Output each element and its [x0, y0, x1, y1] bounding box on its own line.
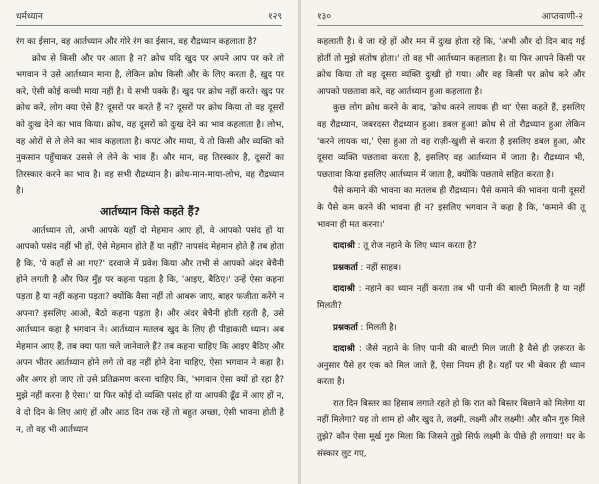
dialogue-line: दादाश्री : तू रोज नहाने के लिए ध्यान करता है? — [333, 241, 477, 252]
page-number: १३० — [317, 12, 332, 22]
speaker-label: दादाश्री — [333, 284, 355, 295]
dialogue-text: मिलती है। — [366, 322, 397, 333]
section-title: आर्तध्यान किसे कहते हैं? — [100, 204, 200, 218]
running-head: धर्मध्यान — [16, 12, 43, 22]
paragraph: क्रोध से किसी और पर आता है न? क्रोध यदि खुद पर अपने आप पर करे तो भगवान ने उसे आर्तध्यान माना है, लेकिन क्रोध किसी और के लिए करता है, खुद पर करे, ऐसी कोई कच्ची माया नहीं है। ये सभी पक्के हैं। खुद पर क्रोध नहीं करते। खुद पर क्रोध करें, लोग क्या ऐसे हैं? दूसरों पर करते हैं न? दूसरों पर क्रोध किया तो वह दूसरों को दुःख देने का भाव किया। क्रोध, वह दूसरों को दुःख देने का भाव कहलाता है। लोभ, वह ओरों से ले लेने का भाव कहलाता है। कपट और माया, ये तो किसी और व्यक्ति को नुकसान पहुँचाकर उससे ले लेने के भाव हैं। और मान, वह तिरस्कार है, दूसरों का तिरस्कार करने का भाव है। वह सभी रौद्रध्यान है। क्रोध-मान-माया-लोभ, वह रौद्रध्यान है। — [16, 53, 284, 197]
paragraph: रंग का ईसान, वह आर्तध्यान और गोरे रंग का ईसान, वह रौद्रध्यान कहलाता है? — [16, 37, 257, 47]
left-page-body — [16, 34, 284, 438]
right-page-header — [317, 9, 583, 22]
paragraph: कहलाती है। वे जा रहे हों और मन में दुःख होता रहे कि, 'अभी और दो दिन बाद गई होतीं तो मुझे संतोष होता।' तो वह भी आर्तध्यान कहलाता है। या फिर आपने किसी पर क्रोध किया तो वह दूसरा व्यक्ति दुःखी हो गया। और वह किसी पर क्रोध करे और आपको पछतावा करे, वह आर्तध्यान हुआ कहलाता है। — [317, 37, 585, 97]
paragraph: आर्तध्यान तो, अभी आपके यहाँ दो मेहमान आए हों, वे आपको पसंद हों या आपको पसंद नहीं भी हों, ऐसे मेहमान होते हैं या नहीं? नापसंद मेहमान होते हैं तब होता है कि, 'ये कहाँ से आ गए?' दरवाजे में प्रवेश किया और तभी से आपको अंदर बेचैनी होने लगती है और फिर मुँह पर कहना पड़ता है कि, 'आइए, बैठिए।' उन्हें ऐसा कहना पड़ता है या नहीं कहना पड़ता? क्योंकि वैसा नहीं तो आबरू जाए, बाहर फजीता करेंगे न अपना? इसलिए आओ, बैठो कहना पड़ता है। और अंदर बेचैनी होती रहती है, उसे आर्तध्यान कहा है भगवान ने। आर्तध्यान मतलब खुद के लिए ही पीड़ाकारी ध्यान। अब मेहमान आए हैं, तब क्या पता चले जानेवाले हैं? तब कहना चाहिए कि आइए बैठिए और अपन भीतर आर्तध्यान होने लगे तो वह नहीं होने देना चाहिए, ऐसा भगवान ने कहा है। और अगर हो जाए तो उसे प्रतिक्रमण करना चाहिए कि, 'भगवान ऐसा क्यों हो रहा है? मुझे नहीं करना है ऐसा।' या फिर कोई दो व्यक्ति पसंद हों या आपकी ढूँढ में आए हों न, वे दो दिन के लिए आएं हों और आठ दिन तक रहें तो बहुत अच्छा, ऐसी भावना होती है न, तो वह भी आर्तध्यान — [16, 225, 284, 435]
header-rule — [16, 25, 282, 26]
dialogue-line: दादाश्री : जैसे नहाने के लिए पानी की बाल्टी मिल जाती है वैसे ही ज़रूरत के अनुसार पैसे हर एक को मिल जाते हैं, ऐसा नियम ही है। यहाँ पर भी बेकार ही ध्यान करता है। — [317, 344, 585, 388]
speaker-label: प्रश्नकर्ता — [333, 262, 358, 273]
dialogue-line: प्रश्नकर्ता : मिलती है। — [333, 322, 397, 333]
paragraph: रात दिन बिस्तर का हिसाब लगाते रहते हो कि रात को बिस्तर बिछाने को मिलेगा या नहीं मिलेगा? यह तो शाम हो और खुद ते, लक्ष्मी, लक्ष्मी और लक्ष्मी! और कौन गुरु मिले तुझे? कौन ऐसा मूर्ख गुरु मिला कि जिसने तुझे सिर्फ लक्ष्मी के पीछे ही लगाया! घर के संस्कार लुट गए, — [317, 398, 585, 459]
dialogue-text: नहीं साहब। — [366, 262, 402, 273]
speaker-label: प्रश्नकर्ता — [333, 322, 358, 333]
right-page — [301, 0, 599, 484]
header-rule — [317, 25, 583, 26]
page-number: १२९ — [267, 12, 282, 22]
dialogue-line: दादाश्री : नहाने का ध्यान नहीं करता तब भी पानी की बाल्टी मिलती है या नहीं मिलती? — [317, 284, 585, 311]
paragraph: पैसे कमाने की भावना का मतलब ही रौद्रध्यान। पैसे कमाने की भावना यानी दूसरों के पैसे कम करने की भावना ही न? इसलिए भगवान ने कहा है कि, 'कमाने की तू भावना ही मत करना।' — [317, 186, 585, 230]
right-page-body — [317, 34, 585, 462]
dialogue-line: प्रश्नकर्ता : नहीं साहब। — [333, 262, 402, 273]
paragraph: कुछ लोग क्रोध करने के बाद, 'क्रोध करने लायक ही था' ऐसा कहते हैं, इसलिए वह रौद्रध्यान, जबरदस्त रौद्रध्यान हुआ। डबल हुआ! क्रोध से तो रौद्रध्यान हुआ लेकिन 'करने लायक था,' ऐसा हुआ तो वह राज़ी-खुशी से करता है इसलिए डबल हुआ, और दूसरा व्यक्ति पछतावा करता है, इसलिए वह आर्तध्यान में जाता है। रौद्रध्यान भी, पछतावा किया इसलिए आर्तध्यान में जाता है, क्योंकि पछतावे सहित करता है। — [317, 103, 585, 180]
dialogue-text: जैसे नहाने के लिए पानी की बाल्टी मिल जाती है वैसे ही ज़रूरत के अनुसार पैसे हर एक को मिल जाते हैं, ऐसा नियम ही है। यहाँ पर भी बेकार ही ध्यान करता है। — [317, 344, 585, 388]
left-page-header — [16, 9, 282, 22]
running-head: आप्तवाणी-२ — [541, 12, 583, 22]
speaker-label: दादाश्री — [333, 241, 355, 252]
dialogue-text: नहाने का ध्यान नहीं करता तब भी पानी की बाल्टी मिलती है या नहीं मिलती? — [317, 284, 585, 311]
speaker-label: दादाश्री — [333, 344, 355, 355]
dialogue-text: तू रोज नहाने के लिए ध्यान करता है? — [363, 241, 477, 252]
left-page — [0, 0, 298, 484]
